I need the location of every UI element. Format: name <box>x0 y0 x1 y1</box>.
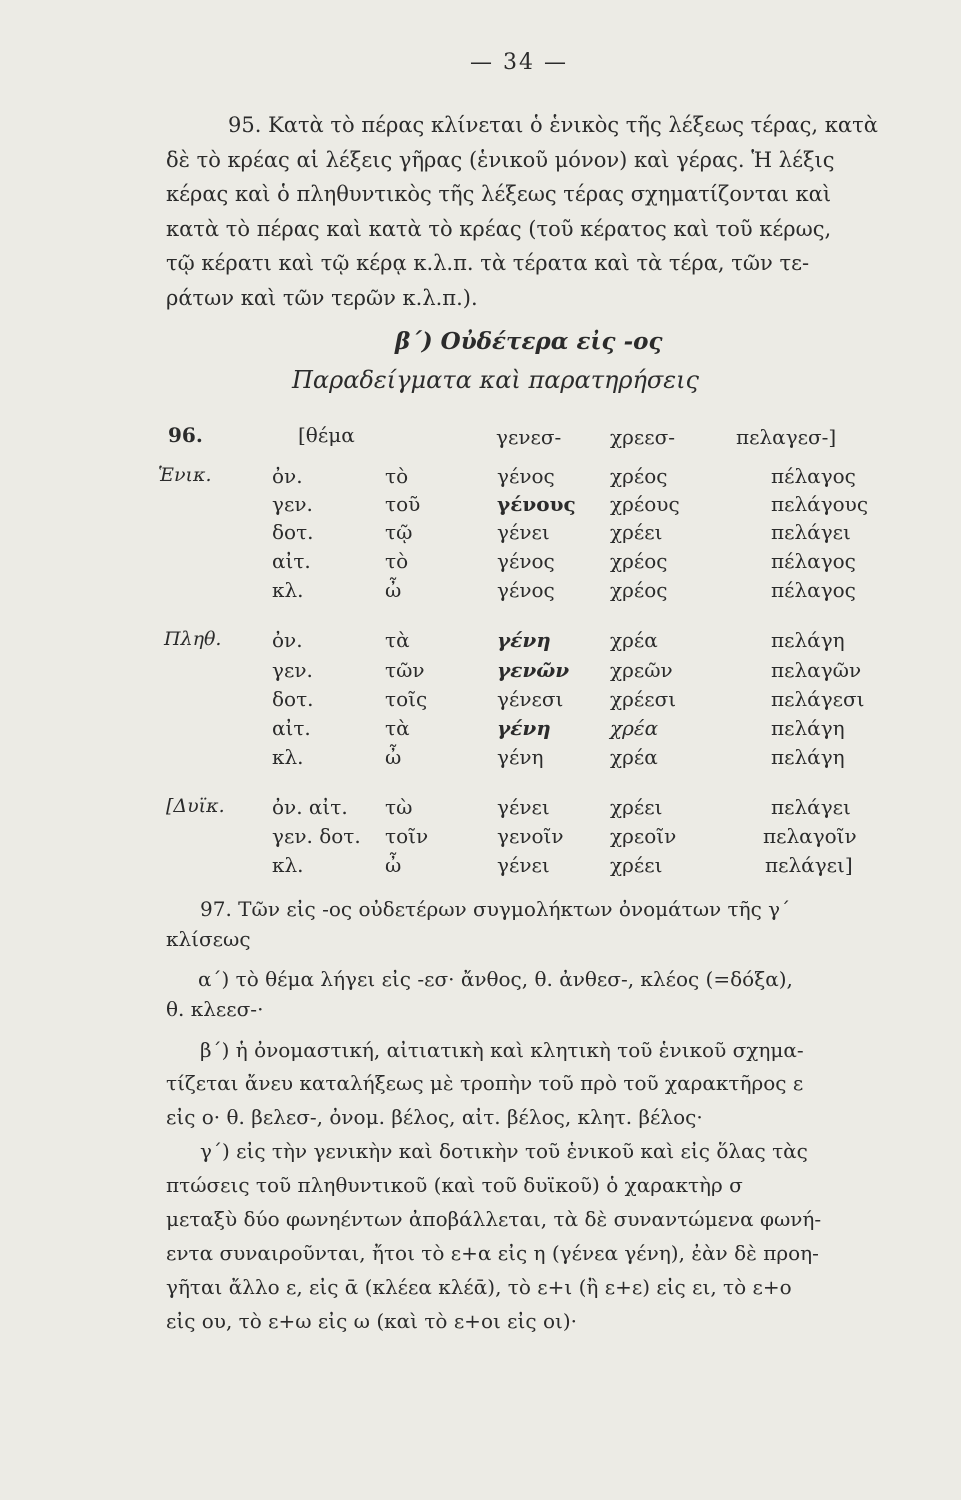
form-pelagos: πέλαγος <box>771 464 856 488</box>
p95-line: 95. Κατὰ τὸ πέρας κλίνεται ὁ ἑνικὸς τῆς λέξεως τέρας, κατὰ <box>228 113 878 137</box>
case-label: γεν. <box>272 492 313 516</box>
form-chreos: χρέα <box>610 745 658 769</box>
article: ὦ <box>385 853 402 877</box>
form-genos: γένει <box>497 795 550 819</box>
p97-line: α΄) τὸ θέμα λήγει εἰς -εσ· ἄνθος, θ. ἀνθεσ-, κλέος (=δόξα), <box>198 967 793 991</box>
section-title: β΄) Οὐδέτερα εἰς -ος <box>395 328 663 355</box>
form-genos: γένεσι <box>497 687 564 711</box>
form-pelagos: πελάγει] <box>765 853 853 877</box>
form-chreos: χρέα <box>610 628 658 652</box>
p97-line: εντα συναιροῦνται, ἤτοι τὸ ε+α εἰς η (γένεα γένη), ἐὰν δὲ προη- <box>166 1241 819 1265</box>
form-genos: γένη <box>497 628 551 652</box>
p97-line: θ. κλεεσ-· <box>166 997 264 1021</box>
p97-line: εἰς ο· θ. βελεσ-, ὀνομ. βέλος, αἰτ. βέλος, κλητ. βέλος· <box>166 1105 703 1129</box>
case-label: ὀν. αἰτ. <box>272 795 348 819</box>
case-label: αἰτ. <box>272 716 311 740</box>
form-genos: γένος <box>497 464 555 488</box>
case-label: κλ. <box>272 745 304 769</box>
case-label: δοτ. <box>272 687 314 711</box>
case-label: κλ. <box>272 578 304 602</box>
case-label: γεν. δοτ. <box>272 824 361 848</box>
form-pelagos: πελάγους <box>771 492 869 516</box>
table-header-cell: χρεεσ- <box>610 425 676 449</box>
form-genos: γένη <box>497 745 544 769</box>
article: τὰ <box>385 628 410 652</box>
case-label: δοτ. <box>272 520 314 544</box>
form-genos: γενοῖν <box>497 824 564 848</box>
form-chreos: χρεῶν <box>610 658 673 682</box>
article: τὸ <box>385 464 409 488</box>
form-pelagos: πελάγη <box>771 716 845 740</box>
form-pelagos: πελάγεσι <box>771 687 865 711</box>
form-genos: γενῶν <box>497 658 570 682</box>
form-chreos: χρέει <box>610 853 663 877</box>
p97-line: τίζεται ἄνευ καταλήξεως μὲ τροπὴν τοῦ πρὸ τοῦ χαρακτῆρος ε <box>166 1071 804 1095</box>
article: τῷ <box>385 520 413 544</box>
p97-line: 97. Τῶν εἰς -ος οὐδετέρων συγμολήκτων ὀνομάτων τῆς γ΄ <box>200 897 791 921</box>
p95-line: τῷ κέρατι καὶ τῷ κέρᾳ κ.λ.π. τὰ τέρατα καὶ τὰ τέρα, τῶν τε- <box>166 251 810 275</box>
form-chreos: χρέους <box>610 492 680 516</box>
p97-line: γ΄) εἰς τὴν γενικὴν καὶ δοτικὴν τοῦ ἑνικοῦ καὶ εἰς ὅλας τὰς <box>200 1139 808 1163</box>
p97-line: πτώσεις τοῦ πληθυντικοῦ (καὶ τοῦ δυϊκοῦ) ὁ χαρακτὴρ σ <box>166 1173 743 1197</box>
article: τοῖν <box>385 824 429 848</box>
article: τοῖς <box>385 687 428 711</box>
case-label: γεν. <box>272 658 313 682</box>
p95-line: ράτων καὶ τῶν τερῶν κ.λ.π.). <box>166 286 478 310</box>
form-pelagos: πέλαγος <box>771 549 856 573</box>
form-chreos: χρεοῖν <box>610 824 677 848</box>
case-label: αἰτ. <box>272 549 311 573</box>
form-pelagos: πελάγη <box>771 745 845 769</box>
number-label: Πληθ. <box>164 628 222 650</box>
p95-line: κατὰ τὸ πέρας καὶ κατὰ τὸ κρέας (τοῦ κέρατος καὶ τοῦ κέρως, <box>166 217 832 241</box>
case-label: ὀν. <box>272 464 303 488</box>
p97-line: εἰς ου, τὸ ε+ω εἰς ω (καὶ τὸ ε+οι εἰς οι)· <box>166 1309 577 1333</box>
article: ὦ <box>385 578 402 602</box>
form-genos: γένος <box>497 549 555 573</box>
table-header-cell: γενεσ- <box>496 425 562 449</box>
form-chreos: χρέεσι <box>610 687 677 711</box>
article: τὼ <box>385 795 413 819</box>
form-genos: γένους <box>497 492 576 516</box>
form-pelagos: πελάγει <box>771 795 851 819</box>
form-genos: γένει <box>497 520 550 544</box>
p97-line: γῆται ἄλλο ε, εἰς ᾱ (κλέεα κλέᾱ), τὸ ε+ι (ἢ ε+ε) εἰς ει, τὸ ε+ο <box>166 1275 792 1299</box>
article: τὰ <box>385 716 410 740</box>
p97-line: κλίσεως <box>166 927 251 951</box>
article: ὦ <box>385 745 402 769</box>
form-chreos: χρέος <box>610 549 668 573</box>
form-chreos: χρέει <box>610 795 663 819</box>
form-genos: γένη <box>497 716 551 740</box>
paragraph-number: 96. <box>168 423 203 447</box>
p95-line: κέρας καὶ ὁ πληθυντικὸς τῆς λέξεως τέρας σχηματίζονται καὶ <box>166 182 832 206</box>
form-pelagos: πελάγει <box>771 520 851 544</box>
case-label: κλ. <box>272 853 304 877</box>
p97-line: μεταξὺ δύο φωνηέντων ἀποβάλλεται, τὰ δὲ συναντώμενα φωνή- <box>166 1207 822 1231</box>
form-chreos: χρέα <box>610 716 659 740</box>
p95-line: δὲ τὸ κρέας αἱ λέξεις γῆρας (ἑνικοῦ μόνον) καὶ γέρας. Ἡ λέξις <box>166 148 835 172</box>
form-genos: γένος <box>497 578 555 602</box>
case-label: ὀν. <box>272 628 303 652</box>
form-pelagos: πελαγῶν <box>771 658 862 682</box>
p97-line: β΄) ἡ ὀνομαστική, αἰτιατικὴ καὶ κλητικὴ τοῦ ἑνικοῦ σχημα- <box>200 1038 804 1062</box>
form-pelagos: πέλαγος <box>771 578 856 602</box>
article: τοῦ <box>385 492 421 516</box>
form-chreos: χρέος <box>610 578 668 602</box>
section-subtitle: Παραδείγματα καὶ παρατηρήσεις <box>292 366 699 394</box>
number-label: Ἑνικ. <box>158 464 212 486</box>
article: τῶν <box>385 658 425 682</box>
form-genos: γένει <box>497 853 550 877</box>
table-header-cell: πελαγεσ-] <box>736 425 837 449</box>
form-pelagos: πελάγη <box>771 628 845 652</box>
form-chreos: χρέος <box>610 464 668 488</box>
form-chreos: χρέει <box>610 520 663 544</box>
article: τὸ <box>385 549 409 573</box>
table-header-cell: [θέμα <box>298 423 355 447</box>
form-pelagos: πελαγοῖν <box>763 824 857 848</box>
page-number: — 34 — <box>470 50 568 75</box>
number-label: [Δυϊκ. <box>166 795 225 817</box>
